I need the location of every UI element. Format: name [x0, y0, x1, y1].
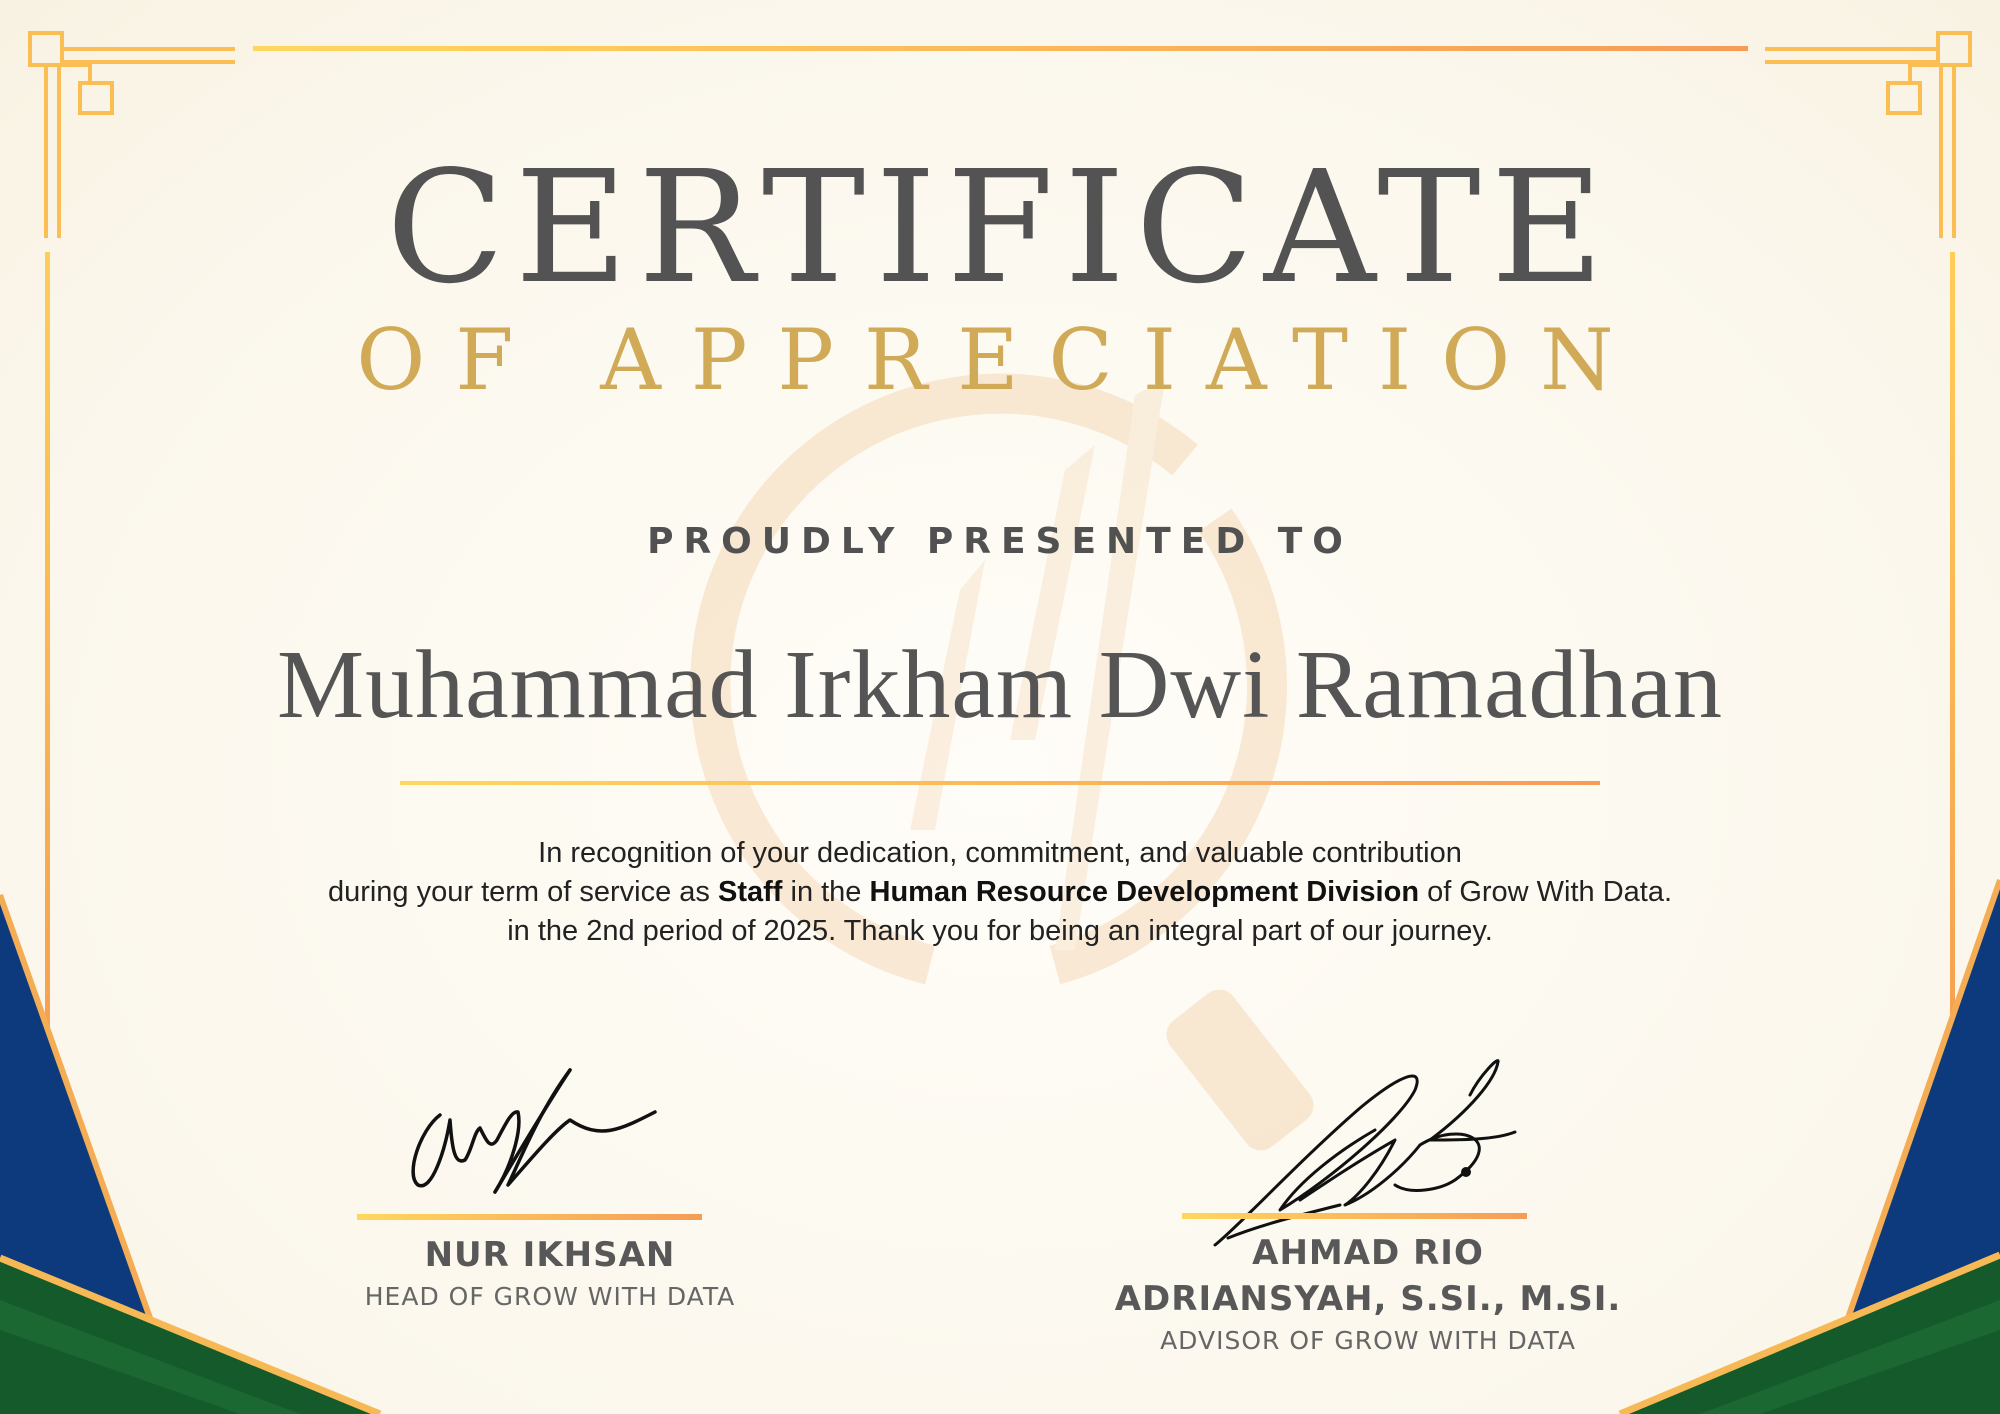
recognition-line-2: during your term of service as Staff in the Human Resource Development Division of Grow With Data. [327, 876, 1673, 908]
presented-label: PROUDLY PRESENTED TO [647, 521, 1353, 562]
recipient-name: Muhammad Irkham Dwi Ramadhan [277, 631, 1723, 739]
division-name: Human Resource Development Division [869, 876, 1420, 908]
signature-line-2 [1182, 1213, 1527, 1219]
signatory-1-name: NUR IKHSAN [424, 1235, 676, 1275]
certificate-title: CERTIFICATE [386, 137, 1614, 318]
signatory-2-role: ADVISOR OF GROW WITH DATA [1160, 1326, 1576, 1355]
signature-line-1 [357, 1214, 702, 1220]
signatory-2-name-line-1: AHMAD RIO [1252, 1233, 1484, 1273]
certificate-subtitle: OF APPRECIATION [356, 311, 1644, 409]
role-name: Staff [717, 876, 783, 908]
recognition-line-3: in the 2nd period of 2025. Thank you for being an integral part of our journey. [507, 915, 1493, 947]
signatory-1-role: HEAD OF GROW WITH DATA [364, 1282, 736, 1311]
signatory-2-name-line-2: ADRIANSYAH, S.SI., M.SI. [1114, 1279, 1622, 1319]
recognition-line-1: In recognition of your dedication, commitment, and valuable contribution [538, 837, 1462, 869]
